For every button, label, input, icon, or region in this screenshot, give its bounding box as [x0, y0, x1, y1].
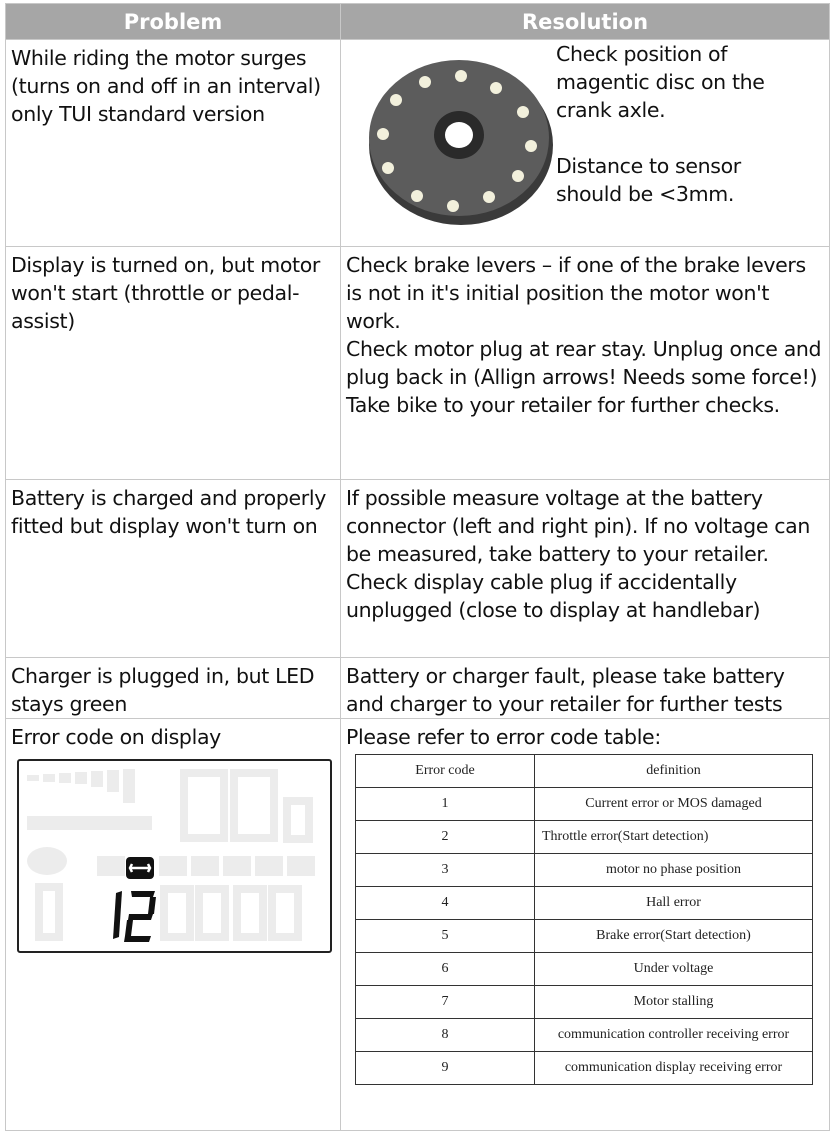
magnetic-disc-image	[361, 50, 561, 230]
resolution-text: Check brake levers – if one of the brake levers is not in it's initial position the motor won't work. Check motor plug at rear stay. Unplug once and plug back in (Allign arrows! Needs some force!) Take bike to your retailer for further checks.	[346, 253, 822, 417]
resolution-cell	[341, 40, 829, 240]
error-row: 7 Motor stalling	[356, 986, 813, 1019]
lcd-segments	[19, 761, 330, 951]
error-row: 8 communication controller receiving error	[356, 1019, 813, 1052]
error-row: 1 Current error or MOS damaged	[356, 788, 813, 821]
resolution-text: Please refer to error code table:	[346, 725, 661, 749]
resolution-text: Check position of magentic disc on the crank axle. Distance to sensor should be <3mm.	[556, 42, 765, 206]
table-row	[6, 40, 830, 247]
table-row	[6, 247, 830, 480]
table-header-row	[6, 4, 830, 40]
lcd-display-image	[17, 759, 332, 953]
problem-text: Error code on display	[11, 725, 221, 749]
error-row: 6 Under voltage	[356, 953, 813, 986]
error-row: 3 motor no phase position	[356, 854, 813, 887]
table-row	[6, 719, 830, 1131]
problem-text: Display is turned on, but motor won't start (throttle or pedal-assist)	[11, 253, 321, 333]
error-row: 5 Brake error(Start detection)	[356, 920, 813, 953]
error-row: 2 Throttle error(Start detection)	[356, 821, 813, 854]
problem-text: Charger is plugged in, but LED stays green	[11, 664, 315, 716]
error-code-table	[355, 754, 813, 1085]
error-row: 4 Hall error	[356, 887, 813, 920]
header-resolution: Resolution	[341, 4, 830, 40]
header-problem: Problem	[6, 4, 341, 40]
problem-text: Battery is charged and properly fitted but display won't turn on	[11, 486, 326, 538]
troubleshooting-table	[5, 3, 830, 1131]
table-row	[6, 480, 830, 658]
table-row	[6, 658, 830, 719]
resolution-text: If possible measure voltage at the battery connector (left and right pin). If no voltage can be measured, take battery to your retailer. Check display cable plug if accidentally unplugged (close to display at handlebar)	[346, 486, 811, 622]
error-table-header: Error code definition	[356, 755, 813, 788]
problem-text: While riding the motor surges (turns on and off in an interval) only TUI standard version	[11, 46, 321, 126]
error-row: 9 communication display receiving error	[356, 1052, 813, 1085]
resolution-text: Battery or charger fault, please take battery and charger to your retailer for further tests	[346, 664, 785, 716]
